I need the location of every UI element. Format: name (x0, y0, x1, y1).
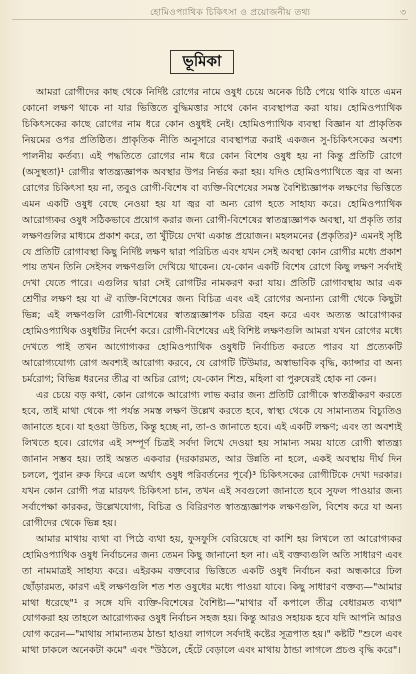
section-title: ভূমিকা (170, 50, 234, 74)
paragraph-3: আমার মাথায় ব্যথা বা পিঠে ব্যথা হয়, ফুসফুসি বেরিয়েছে বা কাশি হয় লিখলে তা আরোগ্যকর হোমিওপ্যাথিক ওষুধ নির্বাচনের জন্য তেমন কিছু জানানো হল না। এই বক্তব্যগুলি অতি সাধারণ এবং তা নামমাত্রই সাহায্য করে। এইরকম বক্তব্যের ভিত্তিতে একটি ওষুধ নির্বাচন করা অন্ধকারে ঢিল ছোঁড়ারমত, কারণ এই লক্ষণগুলি শত শত ওষুধের মধ্যে পাওয়া যাবে। কিছু সাধারণ বক্তব্য—"আমার মাথা ধরেছে"¹ র সঙ্গে যদি ব্যক্তি-বিশেষের বৈশিষ্ট্য—"মাথার বাঁ কপালে তীব্র বেধারমত ব্যথা" যোগকরা হয় তাহলে আরোগ্যকর ওষুধ নির্বাচন সহজ হয়। কিন্তু আরও সহায়ক হবে যদি আপনি আরও যোগ করেন—"মাথায় সামান্যতম ঠান্ডা হাওয়া লাগলে সর্বদাই কষ্টের সূত্রপাত হয়।" কষ্টটি "শুলে এবং মাথা ঢাকলে অনেকটা কমে" এবং "উঠলে, হেঁটে বেড়ালে এবং মাথায় ঠান্ডা লাগলে প্রচণ্ড বৃদ্ধি করে"। (22, 533, 402, 657)
paragraph-2: এর চেয়ে বড় কথা, কোন রোগকে আরোগ্য লাভ করার জন্য প্রতিটি রোগীকে স্বাতন্ত্রীকরণ করতে হবে, তাই মাথা থেকে পা পর্যন্ত সমস্ত লক্ষণ উল্লেখ করতে হবে, স্বাস্থ্য থেকে যে সামান্যতম বিচ্যুতিও জানাতে হবে। যা হওয়া উচিত, কিন্তু হচ্ছে না, তা-ও জানাতে হবে। এই একটি লক্ষণ; এবং তা অবশ্যই লিখতে হবে। রোগের এই সম্পূর্ণ চিত্রই সর্বদা লিখে দেওয়া হয় সামান্য সময় যাতে রোগী স্বাতন্ত্র্য জানান সম্ভব হয়। তাই অন্তত একবার (দরকারমত, আর উন্নতি না হলে, একই অবস্থায় দীর্ঘ দিন চললে, পুরান রুক ফিরে এলে অর্থাৎ ওষুধ পরিবর্তনের পূর্বে)³ চিকিৎসকের রোগীটিকে দেখা দরকার। যখন কোন রোগী পত্র মারফৎ চিকিৎসা চান, তখন এই সবগুলো জানাতে হবে সুফল পাওয়ার জন্য সর্বাপেক্ষা কারকর, উল্লেখযোগ্য, বিচিত্র ও বিরিরণত স্বাতন্ত্র্যজ্ঞাপক লক্ষণগুলি, বিশেষ করে যা অন্য রোগীদের থেকে ভিন্ন হয়। (22, 390, 403, 529)
body-text (22, 85, 402, 659)
paragraph-1: আমরা রোগীদের কাছ থেকে নির্দিষ্ট রোগের নামে ওষুধ চেয়ে অনেক চিঠি পেয়ে থাকি যাতে এমন কোনো লক্ষণ থাকে না যার ভিত্তিতে বুদ্ধিমত্তার সাথে কোন ব্যবস্থাপত্র করা যায়। হোমিওপ্যাথিক চিকিৎসকের কাছে রোগের নাম ধরে কোন ওষুধই নেই। হোমিওপ্যাথিক ব্যবস্থা বিজ্ঞান যা প্রাকৃতিক নিয়মের ওপর প্রতিষ্ঠিত। প্রাকৃতিক নীতি অনুসারে ব্যবস্থাপত্র করাই একজন সু-চিকিৎসকের অবশ্য পালনীয় কর্তব্য। এই পদ্ধতিতে রোগের নাম ধরে কোন বিশেষ ওষুধ হয় না কিন্তু প্রতিটি রোগে (অসুস্থতা)¹ রোগীর স্বাতন্ত্র্যজ্ঞাপক অবস্থার উপর নির্ভর করা হয়। যদিও হোমিওপ্যাথিতে জ্বর বা অন্য রোগের চিকিৎসা হয় না, তবুও রোগী-বিশেষ বা ব্যক্তি-বিশেষের সমস্ত বৈশিষ্ট্যজ্ঞাপক লক্ষণের ভিত্তিতে এমন একটি ওষুধ বেছে নেওয়া হয় যা জ্বর বা অন্য রোগ হতে সাহায্য করে। হোমিওপ্যাথিক আরোগ্যকর ওষুধ সঠিকভাবে প্রয়োগ করার জন্য রোগী-বিশেষের স্বাতন্ত্র্যজ্ঞাপক অবস্থা, যা প্রকৃতি তার লক্ষণগুলির মাধ্যমে প্রকাশ করে, তা খুঁটিয়ে দেখা একান্ত প্রয়োজন। মহলমনের (প্রকৃতির)² এমনই সৃষ্টি যে প্রতিটি রোগাবস্থা কিছু নির্দিষ্ট লক্ষণ দ্বারা পরিচিত এবং যখন সেই অবস্থা কোন রোগীর মধ্যে প্রকাশ পায় তখন তিনি সেইসব লক্ষণগুলি দেখিয়ে থাকেন। যে-কোন একটি বিশেষ রোগে কিছু লক্ষণ সর্বদাই দেখা যেতে পারে। এগুলির দ্বারা সেই রোগটির নামকরণ করা যায়। প্রতিটি রোগাবস্থায় আর এক শ্রেণীর লক্ষণ হয় যা ঐ ব্যক্তি-বিশেষের জন্য বিচিত্র এবং এই রোগের অন্যান্য রোগী থেকে কিছুটা ভিন্ন; এই লক্ষণগুলি রোগী-বিশেষের স্বাতন্ত্র্যজ্ঞাপক চরিত্র বহন করে এবং অত্যন্ত আরোগ্যকর হোমিওপ্যাথিক ওষুধটির নির্দেশ করে। রোগী-বিশেষের এই বিশিষ্ট লক্ষণগুলি আমরা যখন রোগের মধ্যে দেখতে পাই তখন আগোগ্যকর হোমিওপ্যাথিক ওষুধটি নির্বাচিত করতে পারব যা প্রত্যেকটি আরোগ্যযোগ্য রোগ অবশ্যই আরোগ্য করবে, যে রোগটি টিউমার, অস্বাভাবিক বৃদ্ধি, ক্যান্সার বা অন্য চর্মরোগ; বিভিন্ন ধরনের তীব্র বা অচির রোগ; যে-কোন শিশু, মহিলা বা পুরুষেরই হোক না কেন। (22, 87, 402, 386)
running-head-title: হোমিওপ্যাথিক চিকিৎসা ও প্রয়োজনীয় তথ্য (150, 8, 311, 18)
running-head (0, 5, 416, 19)
header-rule (12, 19, 408, 20)
page-number: ৩ (400, 8, 406, 18)
